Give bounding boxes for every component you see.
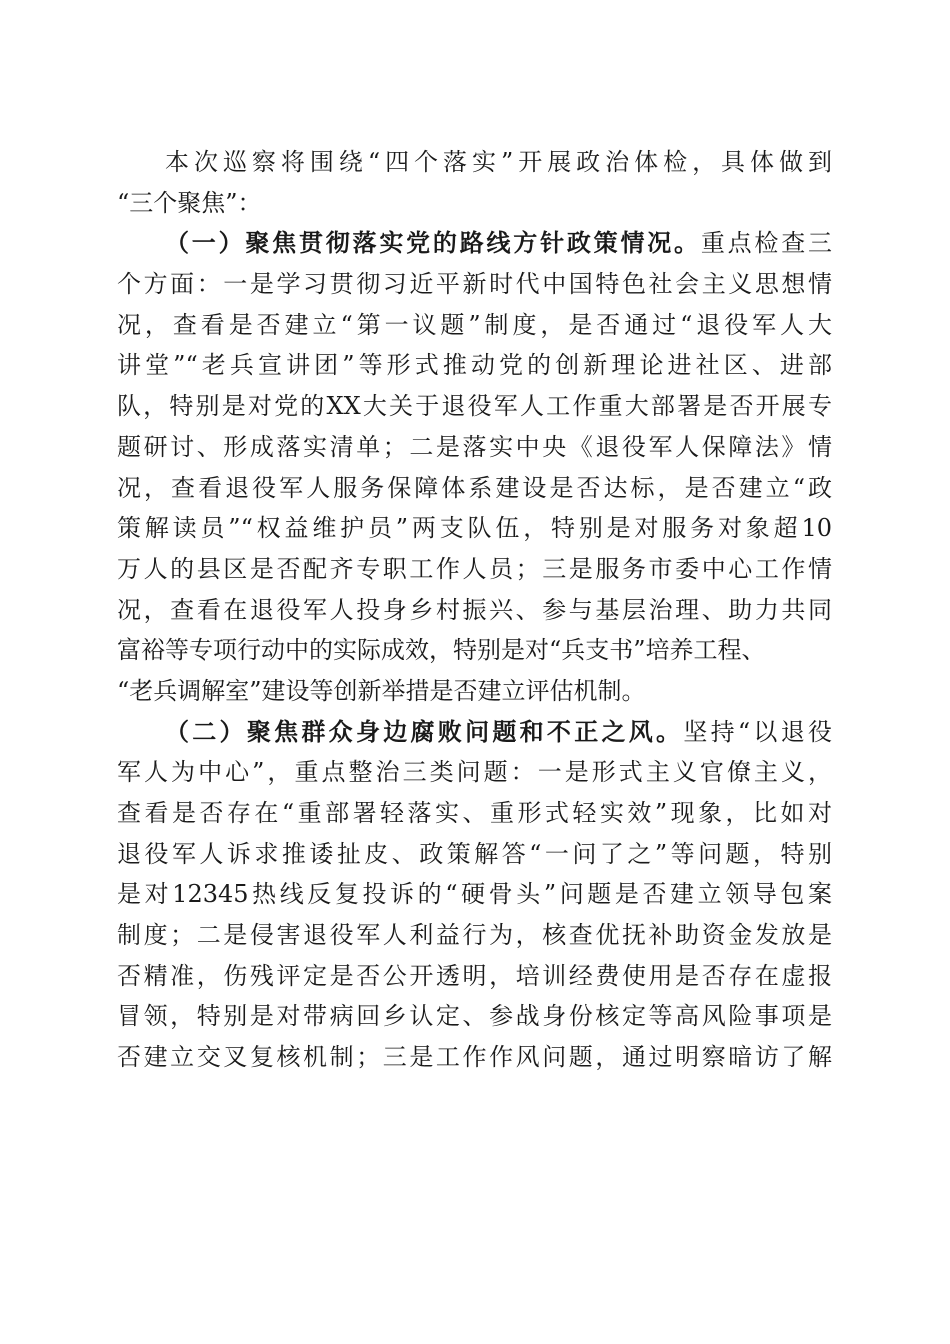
- section2-line: 否精准，伤残评定是否公开透明，培训经费使用是否存在虚报: [117, 961, 832, 990]
- section1-line: 况，查看退役军人服务保障体系建设是否达标，是否建立“政: [117, 473, 832, 502]
- section1-line: 队，特别是对党的XX大关于退役军人工作重大部署是否开展专: [117, 392, 832, 421]
- section1-line: 个方面：一是学习贯彻习近平新时代中国特色社会主义思想情: [117, 270, 832, 299]
- section1-heading: （一）聚焦贯彻落实党的路线方针政策情况。: [165, 228, 701, 258]
- document-body: [117, 142, 832, 1078]
- section1-heading-rest: 重点检查三: [700, 229, 832, 258]
- section2-line: 冒领，特别是对带病回乡认定、参战身份核定等高风险事项是: [117, 1002, 832, 1031]
- section2-heading-line: [117, 712, 832, 753]
- section1-line: 策解读员”“权益维护员”两支队伍，特别是对服务对象超10: [117, 514, 832, 543]
- section2-line: 退役军人诉求推诿扯皮、政策解答“一问了之”等问题，特别: [117, 839, 832, 868]
- section2-heading: （二）聚焦群众身边腐败问题和不正之风。: [165, 716, 684, 746]
- section1-line: 万人的县区是否配齐专职工作人员；三是服务市委中心工作情: [117, 554, 832, 583]
- section1-line-last: “老兵调解室”建设等创新举措是否建立评估机制。: [117, 676, 646, 705]
- section2-line: 否建立交叉复核机制；三是工作作风问题，通过明察暗访了解: [117, 1043, 832, 1072]
- intro-line-2: “三个聚焦”：: [117, 188, 262, 217]
- section1-line: 况，查看是否建立“第一议题”制度，是否通过“退役军人大: [117, 310, 832, 339]
- section2-line: 查看是否存在“重部署轻落实、重形式轻实效”现象，比如对: [117, 799, 832, 827]
- section2-line: 制度；二是侵害退役军人利益行为，核查优抚补助资金发放是: [117, 921, 832, 950]
- section1-line: 况，查看在退役军人投身乡村振兴、参与基层治理、助力共同: [117, 595, 832, 624]
- section2-heading-rest: 坚持“以退役: [683, 717, 832, 746]
- section1-heading-line: [117, 223, 832, 264]
- section1-line: 富裕等专项行动中的实际成效，特别是对“兵支书”培养工程、: [117, 636, 766, 665]
- intro-line-1: 本次巡察将围绕“四个落实”开展政治体检，具体做到: [165, 148, 832, 176]
- section2-line: 是对12345热线反复投诉的“硬骨头”问题是否建立领导包案: [117, 880, 832, 909]
- section1-line: 讲堂”“老兵宣讲团”等形式推动党的创新理论进社区、进部: [117, 351, 832, 380]
- section1-line: 题研讨、形成落实清单；二是落实中央《退役军人保障法》情: [117, 432, 832, 461]
- section2-line: 军人为中心”，重点整治三类问题：一是形式主义官僚主义，: [117, 758, 832, 787]
